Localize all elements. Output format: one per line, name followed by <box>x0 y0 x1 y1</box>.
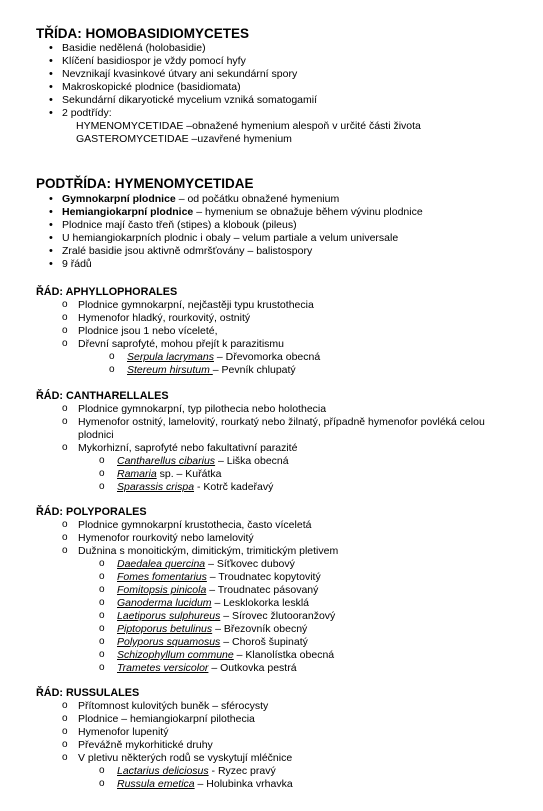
list-item: o Mykorhizní, saprofyté nebo fakultativní parazité <box>78 442 485 455</box>
species-item <box>117 778 293 791</box>
list-item: o Hymenofor rourkovitý nebo lamelovitý <box>78 532 338 545</box>
species-item <box>117 649 335 662</box>
species-item <box>117 558 335 571</box>
species-czech: – Síťkovec dubový <box>205 558 295 570</box>
species-item <box>117 636 335 649</box>
class-bullet-list <box>62 42 317 120</box>
species-item <box>117 765 293 778</box>
species-latin: Lactarius deliciosus <box>117 765 209 777</box>
species-czech: – Lesklokorka lesklá <box>211 597 310 609</box>
species-list <box>117 558 335 675</box>
list-item: • U hemiangiokarpních plodnic i obaly – velum partiale a velum universale <box>62 232 423 245</box>
list-item <box>62 193 423 206</box>
species-item <box>127 364 320 377</box>
subclass-gastero: GASTEROMYCETIDAE –uzavřené hymenium <box>76 133 292 145</box>
list-item: • Zralé basidie jsou aktivně odmršťovány – balistospory <box>62 245 423 258</box>
list-item: • Klíčení basidiospor je vždy pomocí hyfy <box>62 55 317 68</box>
order-list <box>78 403 485 455</box>
class-heading: TŘÍDA: HOMOBASIDIOMYCETES <box>36 26 250 41</box>
species-czech: – Troudnatec kopytovitý <box>206 571 321 583</box>
subclass-heading: PODTŘÍDA: HYMENOMYCETIDAE <box>36 176 254 191</box>
species-latin: Laetiporus sulphureus <box>117 610 221 622</box>
subclass-list <box>76 120 421 146</box>
order-list <box>78 299 314 351</box>
list-item: o Plodnice gymnokarpní, nejčastěji typu krustothecia <box>78 299 314 312</box>
species-latin: Piptoporus betulinus <box>117 623 213 635</box>
species-item <box>117 571 335 584</box>
list-item <box>62 206 423 219</box>
species-czech: – Choroš šupinatý <box>220 636 308 648</box>
species-czech: – Holubinka vrhavka <box>194 778 293 790</box>
species-item <box>117 481 289 494</box>
species-czech: – Outkovka pestrá <box>208 662 297 674</box>
species-item <box>127 351 320 364</box>
list-item: • 2 podtřídy: <box>62 107 317 120</box>
species-latin: Fomitopsis pinicola <box>117 584 207 596</box>
species-czech: – Liška obecná <box>215 455 289 467</box>
list-item: • 9 řádů <box>62 258 423 271</box>
list-item: o Hymenofor hladký, rourkovitý, ostnitý <box>78 312 314 325</box>
subclass-hymeno: HYMENOMYCETIDAE –obnažené hymenium alespoň v určité části života <box>76 120 421 132</box>
species-item <box>117 584 335 597</box>
species-latin: Daedalea quercina <box>117 558 206 570</box>
species-item <box>117 623 335 636</box>
species-czech: – Klanolístka obecná <box>233 649 335 661</box>
term-desc: – od počátku obnažené hymenium <box>175 193 340 205</box>
order-heading-russulales: ŘÁD: RUSSULALES <box>36 687 140 699</box>
species-list <box>117 765 293 791</box>
order-list <box>78 700 292 765</box>
list-item: o Dřevní saprofyté, mohou přejít k parazitismu <box>78 338 314 351</box>
list-item: o Hymenofor lupenitý <box>78 726 292 739</box>
list-item: o Přítomnost kulovitých buněk – sférocysty <box>78 700 292 713</box>
species-item <box>117 662 335 675</box>
species-czech: – Troudnatec pásovaný <box>206 584 319 596</box>
species-czech: - Kotrč kadeřavý <box>194 481 274 493</box>
species-czech: – Březovník obecný <box>212 623 308 635</box>
species-item <box>117 468 289 481</box>
list-item: o Plodnice gymnokarpní krustothecia, často víceletá <box>78 519 338 532</box>
species-latin: Sparassis crispa <box>117 481 195 493</box>
order-heading-polyporales: ŘÁD: POLYPORALES <box>36 506 147 518</box>
species-latin: Trametes versicolor <box>117 662 209 674</box>
order-heading-cantharellales: ŘÁD: CANTHARELLALES <box>36 390 169 402</box>
species-list <box>117 455 289 494</box>
list-item: o Dužnina s monoitickým, dimitickým, trimitickým pletivem <box>78 545 338 558</box>
list-item: o Plodnice jsou 1 nebo víceleté, <box>78 325 314 338</box>
species-latin: Ganoderma lucidum <box>117 597 212 609</box>
species-latin: Russula emetica <box>117 778 195 790</box>
species-latin: Polyporus squamosus <box>117 636 221 648</box>
list-item: • Sekundární dikaryotické mycelium vzniká somatogamií <box>62 94 317 107</box>
species-list <box>127 351 320 377</box>
list-item: o V pletivu některých rodů se vyskytují mléčnice <box>78 752 292 765</box>
list-item-continuation: plodnici <box>78 429 114 441</box>
subclass-bullet-list <box>62 193 423 271</box>
list-item: • Basidie nedělená (holobasidie) <box>62 42 317 55</box>
species-latin: Fomes fomentarius <box>117 571 207 583</box>
order-list <box>78 519 338 558</box>
species-item <box>117 597 335 610</box>
species-czech: – Sírovec žlutooranžový <box>220 610 336 622</box>
species-latin: Cantharellus cibarius <box>117 455 216 467</box>
list-item: o Převážně mykorhitické druhy <box>78 739 292 752</box>
species-czech: - Ryzec pravý <box>208 765 276 777</box>
species-item <box>117 610 335 623</box>
species-latin: Schizophyllum commune <box>117 649 234 661</box>
list-item: o Plodnice gymnokarpní, typ pilothecia nebo holothecia <box>78 403 485 416</box>
list-item: • Nevznikají kvasinkové útvary ani sekundární spory <box>62 68 317 81</box>
list-item: • Plodnice mají často třeň (stipes) a klobouk (pileus) <box>62 219 423 232</box>
list-item: o Plodnice – hemiangiokarpní pilothecia <box>78 713 292 726</box>
term-hemiangiokarp: Hemiangiokarpní plodnice <box>62 206 194 218</box>
species-latin: Stereum hirsutum <box>127 364 213 376</box>
list-item: • Makroskopické plodnice (basidiomata) <box>62 81 317 94</box>
species-czech: – Dřevomorka obecná <box>213 351 321 363</box>
list-item: o Hymenofor ostnitý, lamelovitý, rourkatý nebo žilnatý, případně hymenofor povléká celou <box>78 416 485 429</box>
term-gymnokarp: Gymnokarpní plodnice <box>62 193 176 205</box>
species-latin: Serpula lacrymans <box>127 351 214 363</box>
order-heading-aphyllophorales: ŘÁD: APHYLLOPHORALES <box>36 286 178 298</box>
species-latin: Ramaria <box>117 468 157 480</box>
species-czech: – Pevník chlupatý <box>212 364 296 376</box>
term-desc: – hymenium se obnažuje během vývinu plodnice <box>193 206 423 218</box>
species-item <box>117 455 289 468</box>
species-czech: sp. – Kuřátka <box>156 468 222 480</box>
